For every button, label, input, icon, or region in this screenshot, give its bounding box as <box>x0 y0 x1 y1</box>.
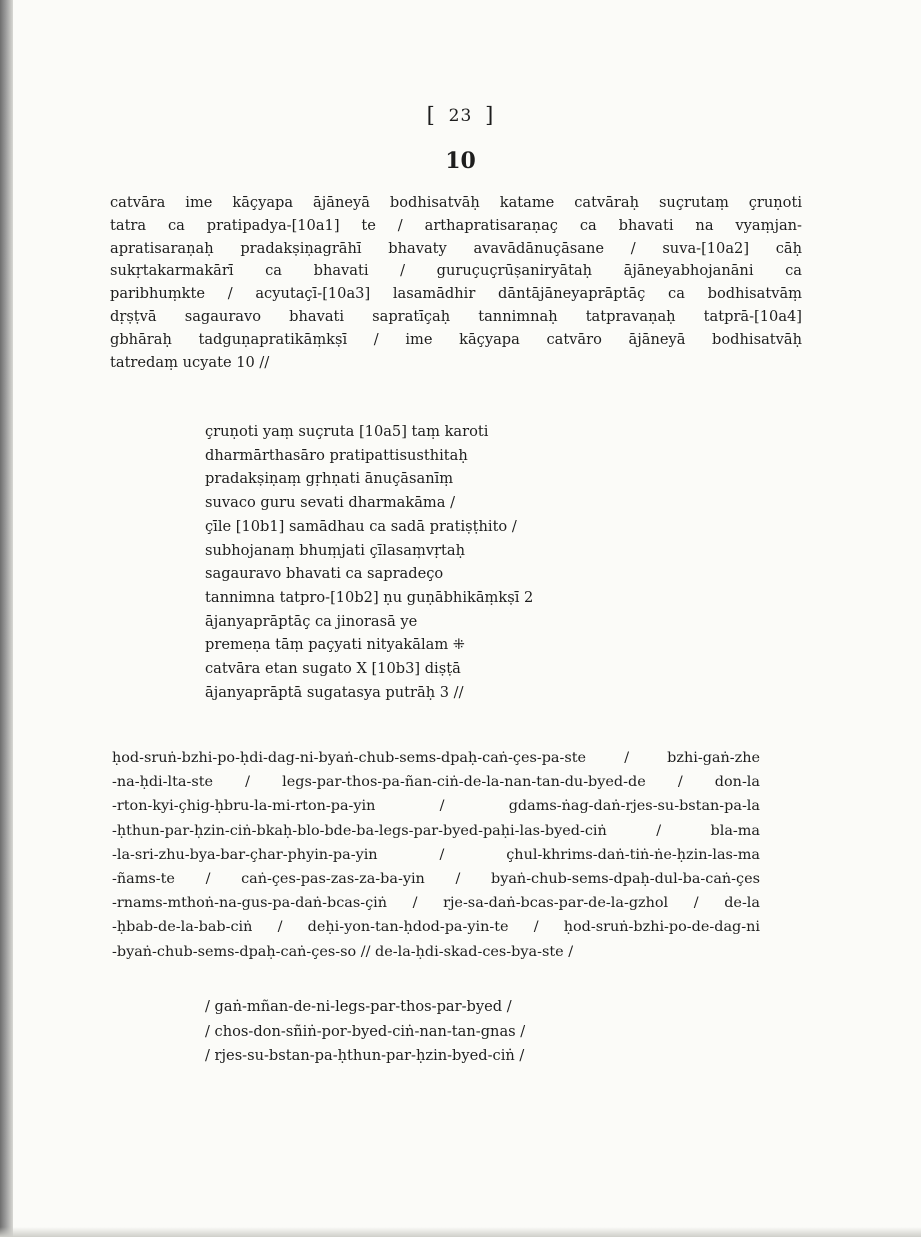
tibetan-line: -ñams-te / caṅ-çes-pas-zas-za-ba-yin / byaṅ-chub-sems-dpaḥ-dul-ba-caṅ-çes <box>112 871 760 888</box>
sanskrit-verse-block <box>205 420 625 704</box>
verse-line: suvaco guru sevati dharmakāma / <box>205 494 456 512</box>
prose-line: paribhuṃkte / acyutaçī-[10a3] lasamādhir dāntājāneyaprāptāç ca bodhisatvāṃ <box>110 285 802 303</box>
section-heading: 10 <box>445 148 476 174</box>
verse-line: ājanyaprāptā sugatasya putrāḥ 3 // <box>205 683 464 701</box>
page-number <box>0 103 921 127</box>
verse-line: ājanyaprāptāç ca jinorasā ye <box>205 612 418 630</box>
prose-line: catvāra ime kāçyapa ājāneyā bodhisatvāḥ katame catvāraḥ suçrutaṃ çruṇoti <box>110 194 802 211</box>
page-number-value: 23 <box>448 106 473 126</box>
tibetan-line: -la-sri-zhu-bya-bar-çhar-phyin-pa-yin / çhul-khrims-daṅ-tiṅ-ṅe-ḥzin-las-ma <box>112 846 760 863</box>
tibetan-prose-paragraph <box>112 746 760 964</box>
prose-line: tatra ca pratipadya-[10a1] te / arthapratisaraṇaç ca bhavati na vyaṃjan- <box>110 216 802 234</box>
verse-line: pradakṣiṇaṃ gṛhṇati ānuçāsanīṃ <box>205 470 454 488</box>
verse-line: çruṇoti yaṃ suçruta [10a5] taṃ karoti <box>205 423 489 440</box>
scan-binding-shadow <box>0 0 13 1237</box>
scan-bottom-edge <box>0 1227 921 1237</box>
verse-line: premeṇa tāṃ paçyati nityakālam ⁜ <box>205 636 466 654</box>
verse-line: catvāra etan sugato X [10b3] diṣṭā <box>205 660 461 678</box>
sanskrit-prose-paragraph <box>110 192 802 374</box>
prose-line: gbhāraḥ tadguṇapratikāṃkṣī / ime kāçyapa catvāro ājāneyā bodhisatvāḥ <box>110 330 802 348</box>
verse-line: sagauravo bhavati ca sapradeço <box>205 565 444 583</box>
tibetan-verse-line: / chos-don-sñiṅ-por-byed-ciṅ-nan-tan-gnas / <box>205 1022 526 1040</box>
tibetan-line: -rton-kyi-çhig-ḥbru-la-mi-rton-pa-yin / gdams-ṅag-daṅ-rjes-su-bstan-pa-la <box>112 798 760 815</box>
tibetan-verse-line: / rjes-su-bstan-pa-ḥthun-par-ḥzin-byed-ciṅ / <box>205 1047 525 1064</box>
prose-line: dṛṣṭvā sagauravo bhavati sapratīçaḥ tannimnaḥ tatpravaṇaḥ tatprā-[10a4] <box>110 307 802 325</box>
tibetan-verse-block <box>205 995 625 1069</box>
tibetan-line: -ḥbab-de-la-bab-ciṅ / deḥi-yon-tan-ḥdod-pa-yin-te / ḥod-sruṅ-bzhi-po-de-dag-ni <box>112 919 760 936</box>
page-number-bracket-close: ] <box>485 103 495 127</box>
tibetan-line: -byaṅ-chub-sems-dpaḥ-caṅ-çes-so // de-la-ḥdi-skad-ces-bya-ste / <box>112 943 574 960</box>
tibetan-verse-line: / gaṅ-mñan-de-ni-legs-par-thos-par-byed / <box>205 998 512 1015</box>
tibetan-line: ḥod-sruṅ-bzhi-po-ḥdi-dag-ni-byaṅ-chub-sems-dpaḥ-caṅ-çes-pa-ste / bzhi-gaṅ-zhe <box>112 750 760 766</box>
prose-line: sukṛtakarmakārī ca bhavati / guruçuçrūṣaniryātaḥ ājāneyabhojanāni ca <box>110 262 802 280</box>
tibetan-line: -ḥthun-par-ḥzin-ciṅ-bkaḥ-blo-bde-ba-legs-par-byed-paḥi-las-byed-ciṅ / bla-ma <box>112 822 760 839</box>
page-number-bracket-open: [ <box>426 103 436 127</box>
verse-line: tannimna tatpro-[10b2] ṇu guṇābhikāṃkṣī 2 <box>205 588 534 606</box>
verse-line: dharmārthasāro pratipattisusthitaḥ <box>205 446 468 464</box>
prose-line: tatredaṃ ucyate 10 // <box>110 353 270 371</box>
prose-line: apratisaraṇaḥ pradakṣiṇagrāhī bhavaty avavādānuçāsane / suva-[10a2] cāḥ <box>110 239 802 257</box>
tibetan-line: -rnams-mthoṅ-na-gus-pa-daṅ-bcas-çiṅ / rje-sa-daṅ-bcas-par-de-la-gzhol / de-la <box>112 895 760 912</box>
tibetan-line: -na-ḥdi-lta-ste / legs-par-thos-pa-ñan-ciṅ-de-la-nan-tan-du-byed-de / don-la <box>112 774 760 791</box>
verse-line: çīle [10b1] samādhau ca sadā pratiṣṭhito / <box>205 517 517 535</box>
verse-line: subhojanaṃ bhuṃjati çīlasaṃvṛtaḥ <box>205 541 466 559</box>
